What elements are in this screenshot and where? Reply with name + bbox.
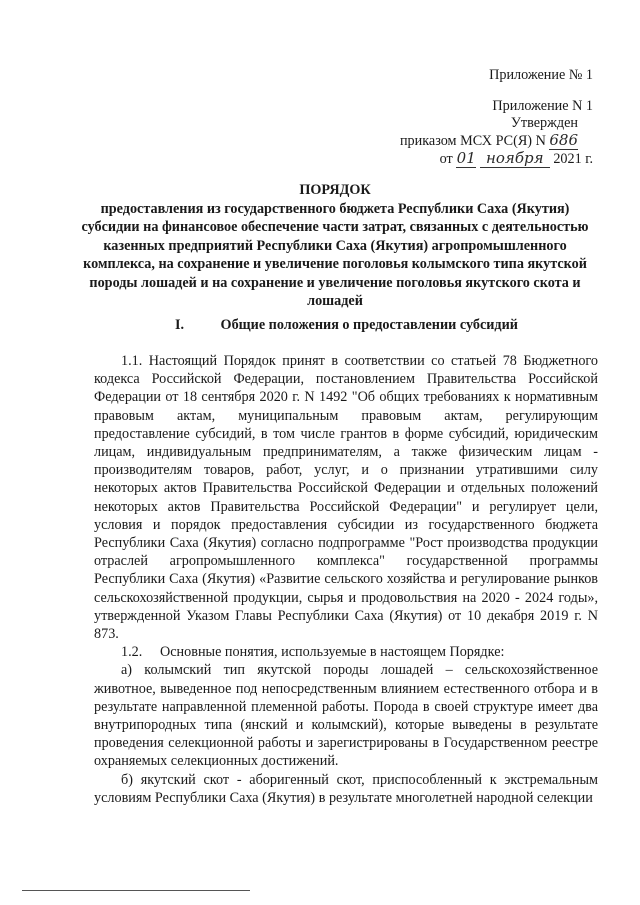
document-body <box>94 352 598 807</box>
paragraph-b: б) якутский скот - аборигенный скот, приспособленный к экстремальным условиям Республики Саха (Якутия) в результате многолетней народной селекции <box>94 771 598 806</box>
section-heading <box>175 317 518 334</box>
section-number: I. <box>175 317 185 333</box>
footnote-separator <box>22 890 250 891</box>
order-prefix: приказом МСХ РС(Я) N <box>399 133 546 149</box>
order-line <box>400 131 578 150</box>
date-prefix: от <box>439 151 453 167</box>
paragraph-1-2: 1.2. Основные понятия, используемые в настоящем Порядке: <box>121 644 505 661</box>
order-number: 686 <box>549 131 578 149</box>
section-title: Общие положения о предоставлении субсидий <box>220 317 518 333</box>
paragraph-a: а) колымский тип якутской породы лошадей – сельскохозяйственное животное, выведенное под непосредственным влиянием естественного отбора и в результате направленной племенной работы. Порода в своей структуре имеет два внутрипородных типа (янский и колымский), которые выведены в результате проведения селекционной работы и зарегистрированы в Государственном реестре охраняемых селекционных достижений. <box>94 662 598 770</box>
date-day: 01 <box>456 149 476 167</box>
paragraph-1-1: 1.1. Настоящий Порядок принят в соответствии со статьей 78 Бюджетного кодекса Российской Федерации, постановлением Правительства Российской Федерации от 18 сентября 2020 г. N 1492 "Об общих требованиях к нормативным правовым актам, муниципальным правовым актам, регулирующим предоставление субсидий, в том числе грантов в форме субсидий, юридическим лицам, индивидуальным предпринимателям, а также физическим лицам - производителям товаров, работ, услуг, и о признании утратившими силу некоторых актов Правительства Российской Федерации и отдельных положений некоторых актов Правительства Российской Федерации" и регулирует цели, условия и порядок предоставления субсидии из государственного бюджета Республики Саха (Якутия) согласно подпрограмме "Рост производства продукции отраслей агропромышленного комплекса" государственной программы Республики Саха (Якутия) «Развитие сельского хозяйства и регулирование рынков сельскохозяйственной продукции, сырья и продовольствия на 2020 - 2024 годы», утвержденной Указом Главы Республики Саха (Якутия) от 10 декабря 2019 г. N 873. <box>94 353 598 643</box>
date-line <box>440 149 593 168</box>
date-month: ноября <box>480 149 550 168</box>
appendix-label: Приложение N 1 <box>492 98 593 114</box>
date-year: 2021 г. <box>553 151 593 167</box>
appendix-top-label: Приложение № 1 <box>489 67 593 83</box>
approved-label: Утвержден <box>510 115 578 131</box>
document-heading: ПОРЯДОК <box>299 182 371 198</box>
document-subtitle: предоставления из государственного бюджета Республики Саха (Якутия) субсидии на финансовое обеспечение части затрат, связанных с деятельностью казенных предприятий Республики Саха (Якутия) агропромышленного комплекса, на сохранение и увеличение поголовья колымского типа якутской породы лошадей и на сохранение и увеличение поголовья якутского скота и лошадей <box>81 201 589 310</box>
